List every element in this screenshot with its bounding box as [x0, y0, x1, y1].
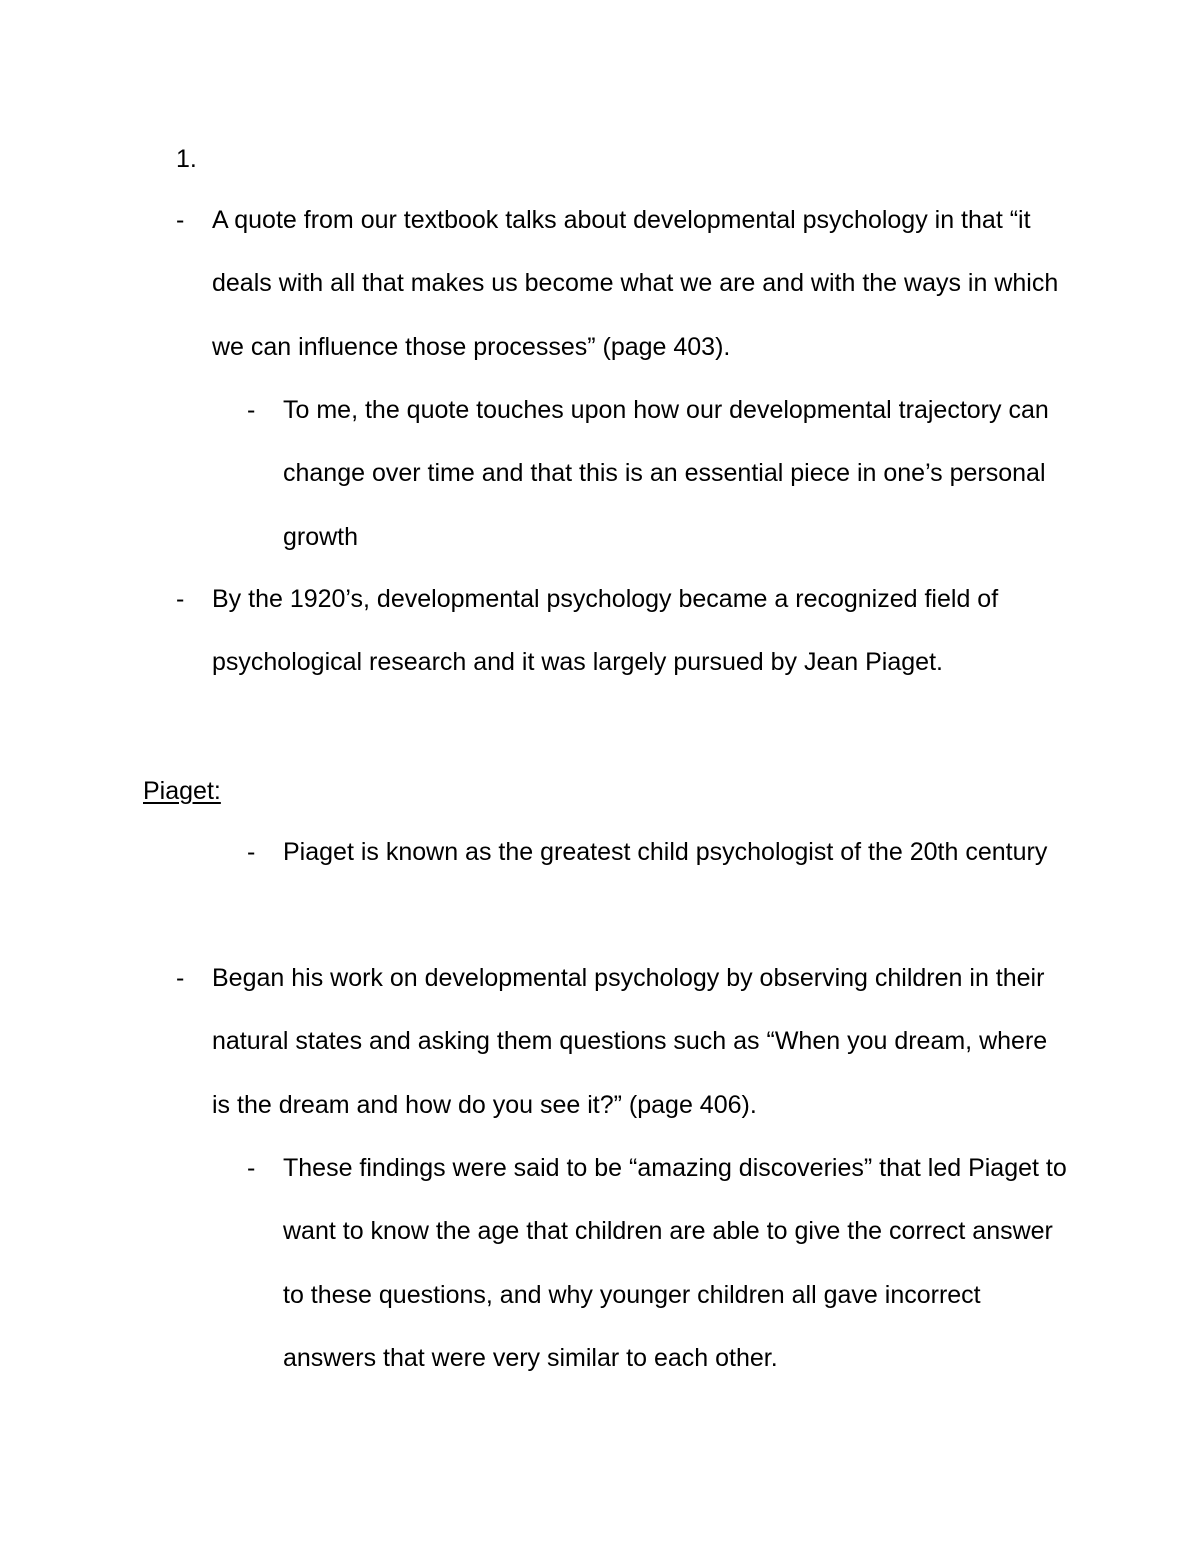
sub-bullet-quote-interpretation — [247, 379, 1073, 569]
bullet-text: These findings were said to be “amazing discoveries” that led Piaget to want to know the age that children are able to give the correct answer to these questions, and why younger children all gave incorrect answers that were very similar to each other. — [283, 1154, 1067, 1373]
bullet-dash: - — [176, 964, 185, 992]
bullet-text: A quote from our textbook talks about developmental psychology in that “it deals with all that makes us become what we are and with the ways in which we can influence those processes” (page 403). — [212, 206, 1059, 361]
bullet-textbook-quote — [176, 189, 1072, 379]
bullet-dash: - — [247, 396, 256, 424]
sub-bullet-amazing-discoveries — [247, 1137, 1073, 1391]
section-heading-piaget: Piaget: — [143, 777, 221, 805]
sub-bullet-greatest-psychologist — [247, 821, 1073, 884]
bullet-text: Began his work on developmental psychology by observing children in their natural states and asking them questions such as “When you dream, where is the dream and how do you see it?” (page 406). — [212, 964, 1048, 1119]
bullet-dash: - — [176, 585, 185, 613]
bullet-text: To me, the quote touches upon how our developmental trajectory can change over time and that this is an essential piece in one’s personal growth — [283, 396, 1049, 551]
list-number: 1. — [176, 145, 197, 173]
bullet-dash: - — [247, 1154, 256, 1182]
bullet-text: By the 1920’s, developmental psychology became a recognized field of psychological research and it was largely pursued by Jean Piaget. — [212, 585, 999, 677]
bullet-1920s-field — [176, 568, 1072, 695]
bullet-dash: - — [176, 206, 185, 234]
bullet-dash: - — [247, 838, 256, 866]
bullet-observing-children — [176, 947, 1072, 1137]
bullet-text: Piaget is known as the greatest child psychologist of the 20th century — [283, 838, 1048, 866]
